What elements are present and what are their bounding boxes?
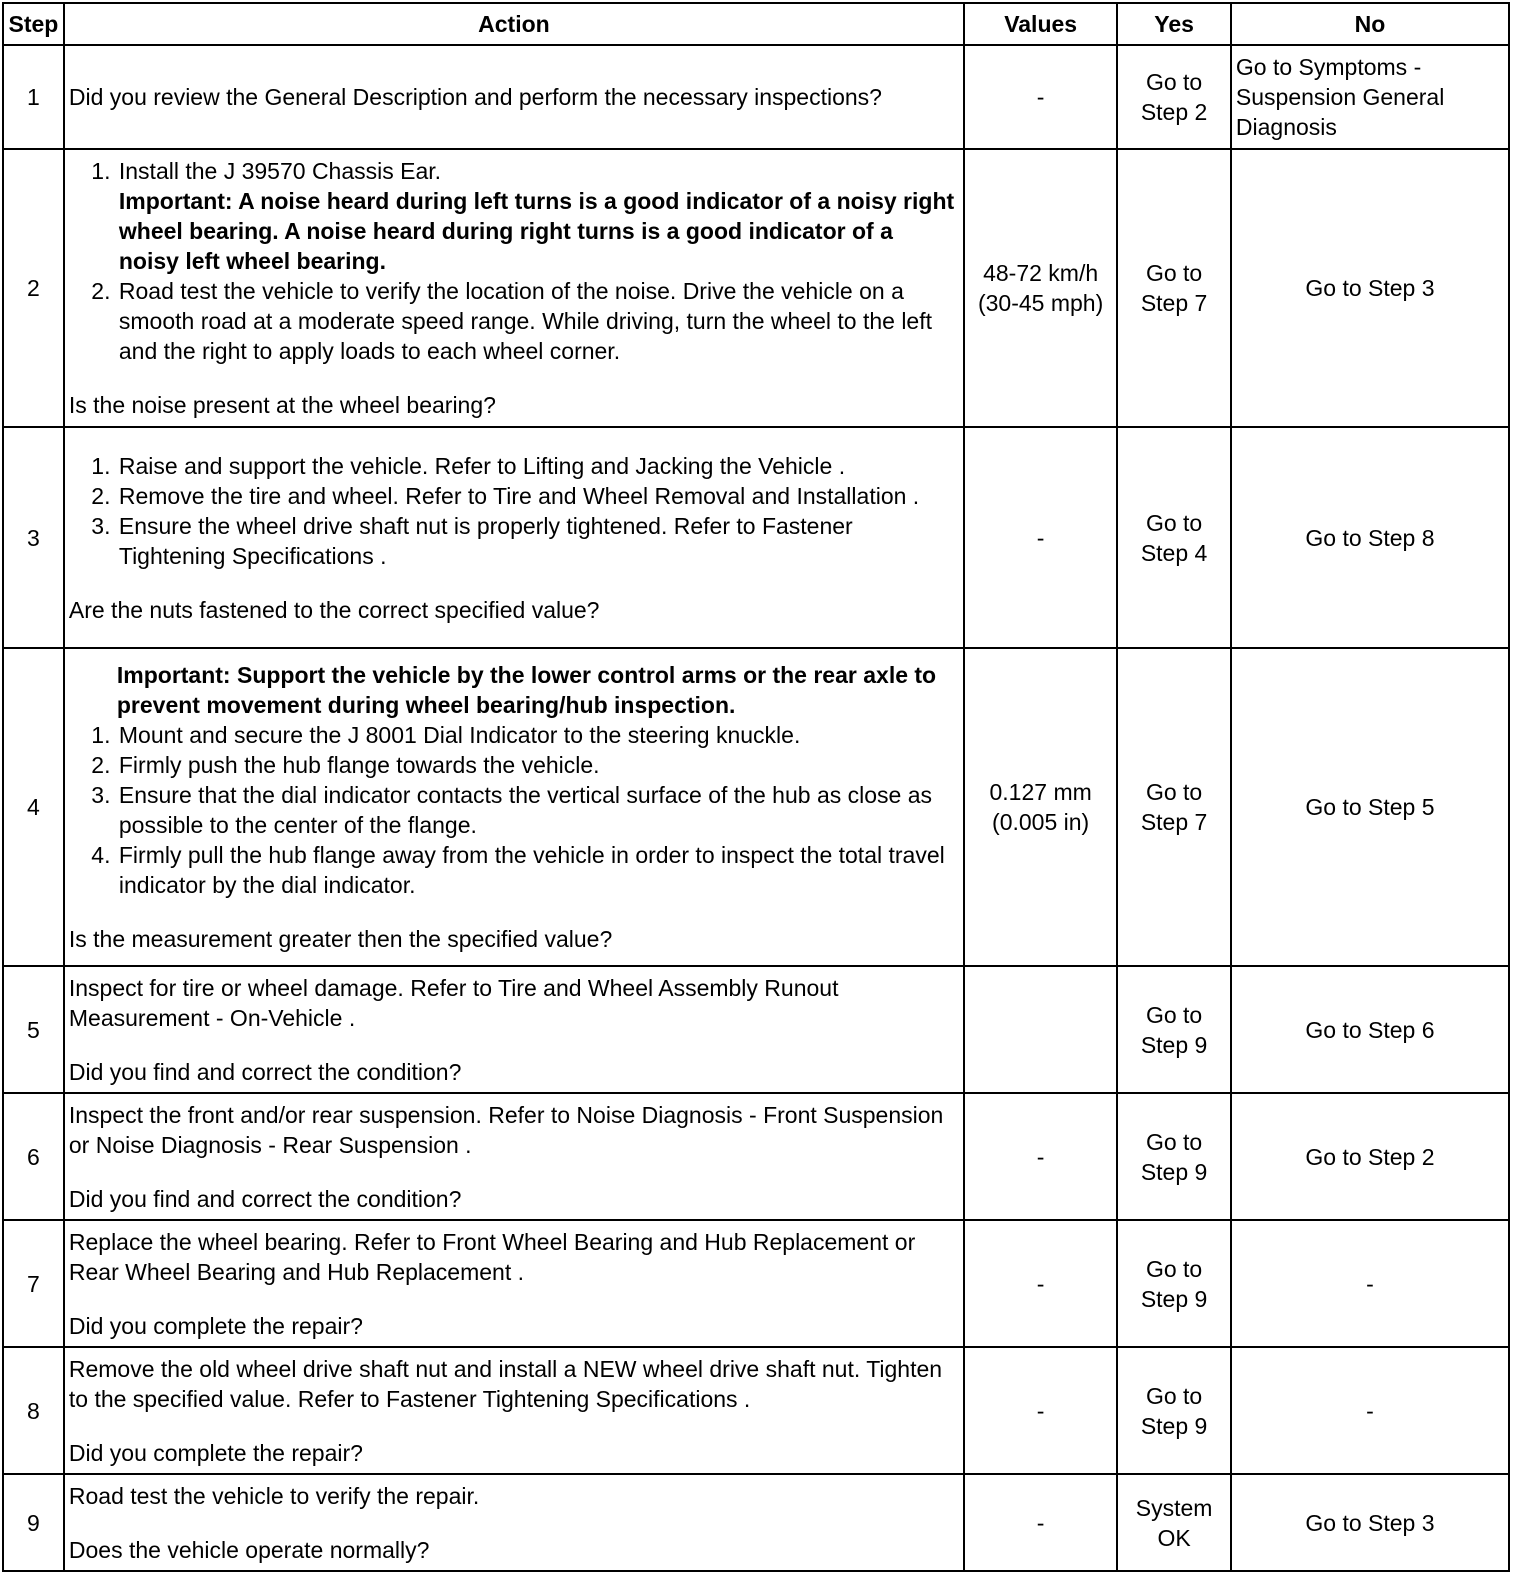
step-number: 4 (3, 648, 64, 966)
table-row (3, 1347, 1509, 1474)
action-cell (64, 1474, 964, 1571)
value-line: (0.005 in) (992, 809, 1090, 835)
value-line: (30-45 mph) (977, 290, 1104, 316)
action-step-item: 2. Firmly push the hub flange towards the vehicle. (117, 750, 959, 780)
action-question: Does the vehicle operate normally? (68, 1536, 430, 1563)
action-text: Inspect the front and/or rear suspension. Refer to Noise Diagnosis - Front Suspension or Noise Diagnosis - Rear Suspension . (68, 1101, 944, 1158)
action-text: Road test the vehicle to verify the repair. (68, 1482, 480, 1509)
table-row (3, 966, 1509, 1093)
no-cell: - (1231, 1347, 1509, 1474)
header-step: Step (3, 3, 64, 45)
important-note: Important: A noise heard during left turns is a good indicator of a noisy right wheel bearing. A noise heard during right turns is a good indicator of a noisy left wheel bearing. (118, 188, 955, 274)
header-row (3, 3, 1509, 45)
value-line: 48-72 km/h (983, 260, 1099, 286)
action-question: Did you complete the repair? (68, 1312, 363, 1339)
action-steps (69, 156, 959, 366)
action-step-item: 1. Mount and secure the J 8001 Dial Indicator to the steering knuckle. (117, 720, 959, 750)
action-question: Did you find and correct the condition? (68, 1185, 462, 1212)
action-step-item (117, 156, 959, 276)
value-cell: - (964, 45, 1117, 149)
yes-cell: Go to Step 4 (1117, 427, 1231, 648)
yes-cell: Go to Step 7 (1117, 149, 1231, 427)
action-text: Remove the old wheel drive shaft nut and install a NEW wheel drive shaft nut. Tighten to the specified value. Refer to Fastener Tightening Specifications . (68, 1355, 943, 1412)
value-cell: - (964, 1347, 1117, 1474)
table-row (3, 427, 1509, 648)
step-number: 9 (3, 1474, 64, 1571)
action-question: Did you complete the repair? (68, 1439, 363, 1466)
action-cell (64, 149, 964, 427)
action-question: Did you find and correct the condition? (68, 1058, 462, 1085)
step-number: 2 (3, 149, 64, 427)
yes-cell: Go to Step 9 (1117, 1220, 1231, 1347)
yes-cell: Go to Step 9 (1117, 1347, 1231, 1474)
header-values: Values (964, 3, 1117, 45)
action-step-item: 2. Road test the vehicle to verify the location of the noise. Drive the vehicle on a smooth road at a moderate speed range. While driving, turn the wheel to the left and the right to apply loads to each wheel corner. (117, 276, 959, 366)
action-cell (64, 1093, 964, 1220)
header-yes: Yes (1117, 3, 1231, 45)
value-cell (964, 648, 1117, 966)
action-cell (64, 1347, 964, 1474)
value-line: 0.127 mm (989, 779, 1092, 805)
step-number: 1 (3, 45, 64, 149)
diagnostic-table (2, 2, 1510, 1572)
action-cell (64, 45, 964, 149)
action-cell (64, 1220, 964, 1347)
yes-cell: Go to Step 7 (1117, 648, 1231, 966)
action-question: Are the nuts fastened to the correct specified value? (68, 596, 600, 623)
yes-cell: Go to Step 9 (1117, 1093, 1231, 1220)
value-cell (964, 149, 1117, 427)
no-cell: Go to Step 3 (1231, 1474, 1509, 1571)
no-cell: Go to Symptoms - Suspension General Diagnosis (1231, 45, 1509, 149)
step-number: 5 (3, 966, 64, 1093)
action-question: Is the measurement greater then the specified value? (68, 926, 613, 952)
step-number: 6 (3, 1093, 64, 1220)
action-step-item: 1. Raise and support the vehicle. Refer to Lifting and Jacking the Vehicle . (117, 451, 959, 481)
action-step-item: 3. Ensure that the dial indicator contacts the vertical surface of the hub as close as possible to the center of the flange. (117, 780, 959, 840)
no-cell: Go to Step 3 (1231, 149, 1509, 427)
table-row (3, 1220, 1509, 1347)
step-number: 8 (3, 1347, 64, 1474)
table-row (3, 45, 1509, 149)
action-cell (64, 427, 964, 648)
value-cell: - (964, 1093, 1117, 1220)
action-cell (64, 966, 964, 1093)
action-steps (69, 451, 959, 571)
action-text: Replace the wheel bearing. Refer to Front Wheel Bearing and Hub Replacement or Rear Wheel Bearing and Hub Replacement . (68, 1228, 916, 1285)
action-step-text: Install the J 39570 Chassis Ear. (118, 158, 442, 184)
action-step-item: 4. Firmly pull the hub flange away from the vehicle in order to inspect the total travel indicator by the dial indicator. (117, 840, 959, 900)
yes-cell: Go to Step 2 (1117, 45, 1231, 149)
action-question: Did you review the General Description and perform the necessary inspections? (68, 84, 882, 110)
important-note: Important: Support the vehicle by the lower control arms or the rear axle to prevent movement during wheel bearing/hub inspection. (116, 662, 937, 718)
no-cell: Go to Step 8 (1231, 427, 1509, 648)
no-cell: Go to Step 2 (1231, 1093, 1509, 1220)
no-cell: - (1231, 1220, 1509, 1347)
yes-cell: System OK (1117, 1474, 1231, 1571)
table-row (3, 1474, 1509, 1571)
no-cell: Go to Step 5 (1231, 648, 1509, 966)
table-row (3, 149, 1509, 427)
value-cell: - (964, 1474, 1117, 1571)
action-step-item: 2. Remove the tire and wheel. Refer to Tire and Wheel Removal and Installation . (117, 481, 959, 511)
table-row (3, 648, 1509, 966)
header-action: Action (64, 3, 964, 45)
step-number: 7 (3, 1220, 64, 1347)
value-cell: - (964, 1220, 1117, 1347)
value-cell: - (964, 427, 1117, 648)
action-cell (64, 648, 964, 966)
action-step-item: 3. Ensure the wheel drive shaft nut is properly tightened. Refer to Fastener Tightening Specifications . (117, 511, 959, 571)
no-cell: Go to Step 6 (1231, 966, 1509, 1093)
action-question: Is the noise present at the wheel bearing? (68, 392, 496, 418)
action-steps (69, 720, 959, 900)
table-row (3, 1093, 1509, 1220)
header-no: No (1231, 3, 1509, 45)
value-cell (964, 966, 1117, 1093)
action-text: Inspect for tire or wheel damage. Refer to Tire and Wheel Assembly Runout Measurement - On-Vehicle . (68, 974, 839, 1031)
yes-cell: Go to Step 9 (1117, 966, 1231, 1093)
step-number: 3 (3, 427, 64, 648)
